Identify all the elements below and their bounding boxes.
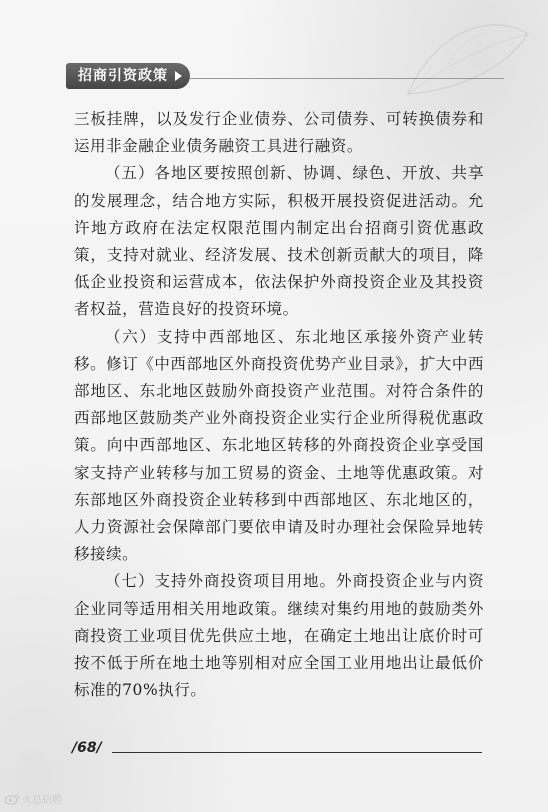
play-arrow-icon — [175, 71, 182, 81]
header-rule — [190, 78, 504, 79]
decorative-leaf-icon — [388, 4, 538, 104]
page-number: /68/ — [72, 740, 102, 756]
paragraph-continuation: 三板挂牌，以及发行企业债券、公司债券、可转换债券和运用非金融企业债务融资工具进行融资。 — [74, 110, 484, 156]
section-title: 招商引资政策 — [78, 68, 168, 84]
paragraph-5: （五）各地区要按照创新、协调、绿色、开放、共享的发展理念，结合地方实际，积极开展投资促进活动。允许地方政府在法定权限范围内制定出台招商引资优惠政策，支持对就业、经济发展、技术创新贡献大的项目，降低企业投资和运营成本，依法保护外商投资企业及其投资者权益，营造良好的投资环境。 — [74, 164, 484, 319]
footer-rule — [112, 752, 482, 753]
body-text — [74, 106, 484, 704]
watermark — [4, 791, 62, 806]
page-footer — [72, 740, 482, 760]
watermark-text: 火总招聘 — [22, 795, 62, 806]
section-title-tab — [66, 63, 190, 89]
weibo-logo-icon — [4, 793, 20, 805]
paragraph-7: （七）支持外商投资项目用地。外商投资企业与内资企业同等适用相关用地政策。继续对集约用地的鼓励类外商投资工业项目优先供应土地，在确定土地出让底价时可按不低于所在地土地等别相对应全国工业用地出让最低价标准的70%执行。 — [74, 572, 484, 700]
paragraph-6: （六）支持中西部地区、东北地区承接外资产业转移。修订《中西部地区外商投资优势产业目录》，扩大中西部地区、东北地区鼓励外商投资产业范围。对符合条件的西部地区鼓励类产业外商投资企业实行企业所得税优惠政策。向中西部地区、东北地区转移的外商投资企业享受国家支持产业转移与加工贸易的资金、土地等优惠政策。对东部地区外商投资企业转移到中西部地区、东北地区的，人力资源社会保障部门要依申请及时办理社会保险异地转移接续。 — [74, 327, 484, 564]
